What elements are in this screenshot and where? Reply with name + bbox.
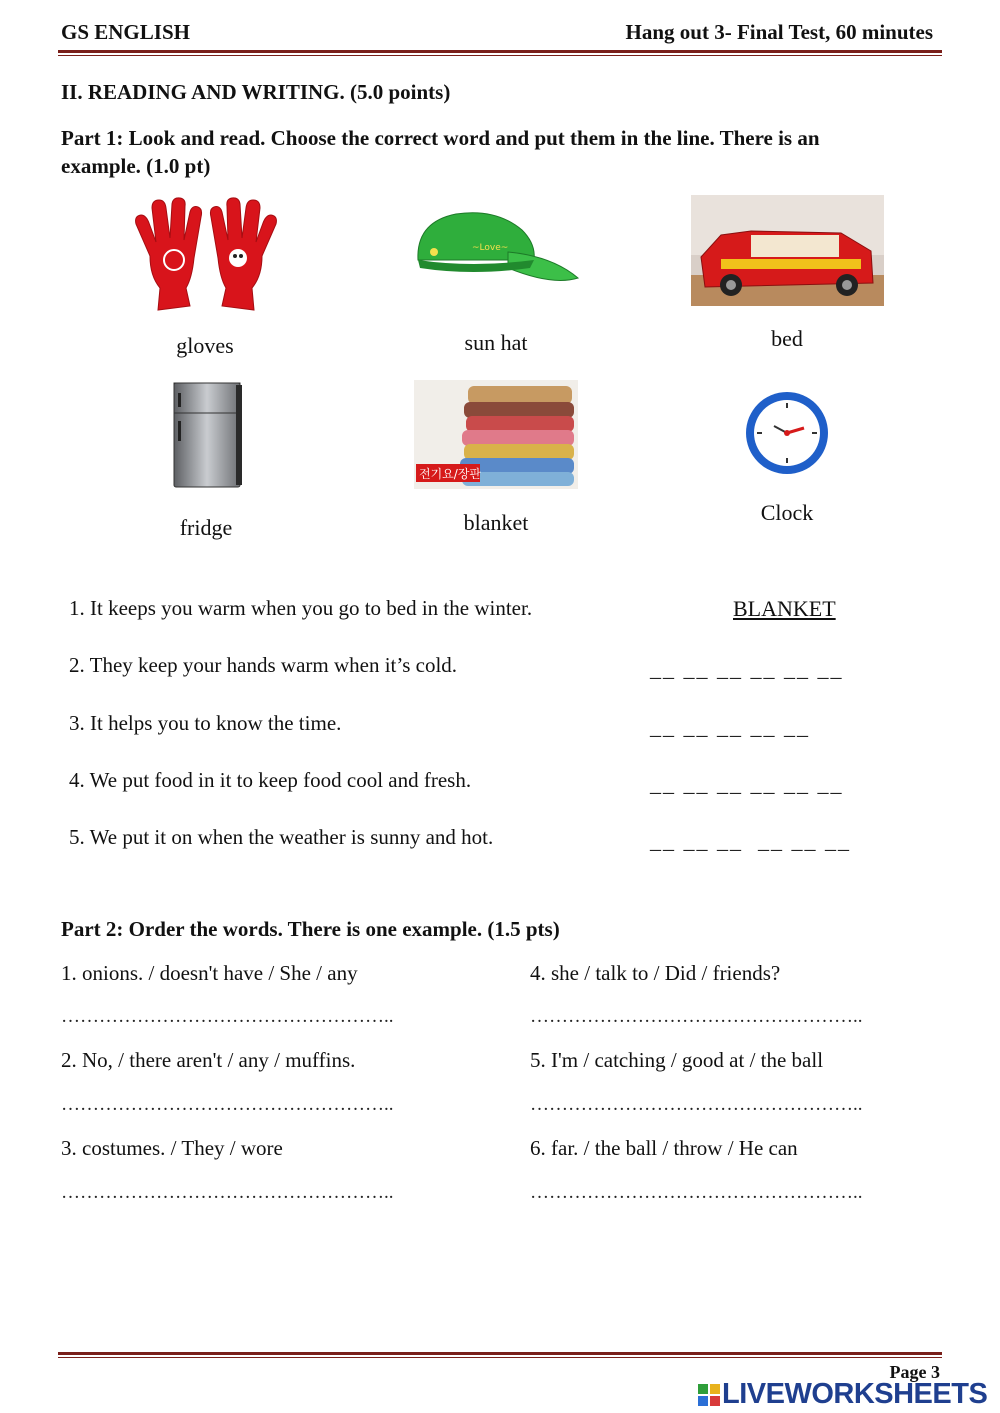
order-item-2: 2. No, / there aren't / any / muffins. bbox=[61, 1048, 356, 1072]
sun-hat-label: sun hat bbox=[464, 330, 528, 355]
header-rule-thin bbox=[58, 55, 942, 56]
fridge-label: fridge bbox=[179, 515, 233, 540]
page-number: Page 3 bbox=[889, 1362, 940, 1382]
part2-instruction: Part 2: Order the words. There is one example. (1.5 pts) bbox=[61, 917, 560, 941]
answer-blank-5[interactable]: __ __ __ __ __ __ bbox=[650, 828, 851, 853]
order-item-5: 5. I'm / catching / good at / the ball bbox=[530, 1048, 824, 1072]
footer-rule-thin bbox=[58, 1357, 942, 1358]
question-4: 4. We put food in it to keep food cool and fresh. bbox=[69, 768, 472, 792]
order-item-3: 3. costumes. / They / wore bbox=[61, 1136, 283, 1160]
logo-grid-icon bbox=[698, 1384, 720, 1406]
order-item-1: 1. onions. / doesn't have / She / any bbox=[61, 961, 358, 985]
answer-line-2[interactable]: …………………………………………….. bbox=[61, 1094, 394, 1115]
car-bed-picture bbox=[691, 195, 884, 306]
question-3: 3. It helps you to know the time. bbox=[69, 711, 342, 735]
question-2: 2. They keep your hands warm when it’s cold. bbox=[69, 653, 458, 677]
gloves-picture bbox=[130, 196, 282, 312]
part1-instruction-cont: example. (1.0 pt) bbox=[61, 154, 211, 178]
svg-text:~Love~: ~Love~ bbox=[472, 243, 509, 253]
liveworksheets-logo[interactable] bbox=[698, 1378, 987, 1411]
blankets-picture bbox=[414, 380, 578, 489]
fridge-picture bbox=[170, 381, 246, 491]
answer-blank-2[interactable]: __ __ __ __ __ __ bbox=[650, 656, 844, 681]
order-item-6: 6. far. / the ball / throw / He can bbox=[530, 1136, 798, 1160]
bed-label: bed bbox=[771, 326, 803, 351]
answer-blank-4[interactable]: __ __ __ __ __ __ bbox=[650, 771, 844, 796]
part1-instruction: Part 1: Look and read. Choose the correct word and put them in the line. There is an bbox=[61, 126, 820, 150]
cap-picture bbox=[412, 208, 582, 290]
header-right: Hang out 3- Final Test, 60 minutes bbox=[625, 20, 933, 44]
answer-line-3[interactable]: …………………………………………….. bbox=[61, 1182, 394, 1203]
answer-line-1[interactable]: …………………………………………….. bbox=[61, 1006, 394, 1027]
example-answer: BLANKET bbox=[733, 596, 836, 621]
blanket-image-text: 전기요/장판 bbox=[419, 467, 482, 481]
answer-blank-3[interactable]: __ __ __ __ __ bbox=[650, 714, 810, 739]
answer-line-6[interactable]: …………………………………………….. bbox=[530, 1182, 863, 1203]
question-5: 5. We put it on when the weather is sunny and hot. bbox=[69, 825, 494, 849]
clock-label: Clock bbox=[760, 500, 814, 525]
blanket-label: blanket bbox=[463, 510, 529, 535]
clock-picture bbox=[744, 390, 830, 476]
answer-line-5[interactable]: …………………………………………….. bbox=[530, 1094, 863, 1115]
order-item-4: 4. she / talk to / Did / friends? bbox=[530, 961, 781, 985]
header-rule bbox=[58, 50, 942, 53]
brand-text: LIVEWORKSHEETS bbox=[722, 1378, 988, 1410]
header-left: GS ENGLISH bbox=[61, 20, 190, 44]
gloves-label: gloves bbox=[176, 333, 234, 358]
answer-line-4[interactable]: …………………………………………….. bbox=[530, 1006, 863, 1027]
footer-rule bbox=[58, 1352, 942, 1355]
question-1: 1. It keeps you warm when you go to bed in the winter. bbox=[69, 596, 533, 620]
section-title: II. READING AND WRITING. (5.0 points) bbox=[61, 80, 451, 104]
